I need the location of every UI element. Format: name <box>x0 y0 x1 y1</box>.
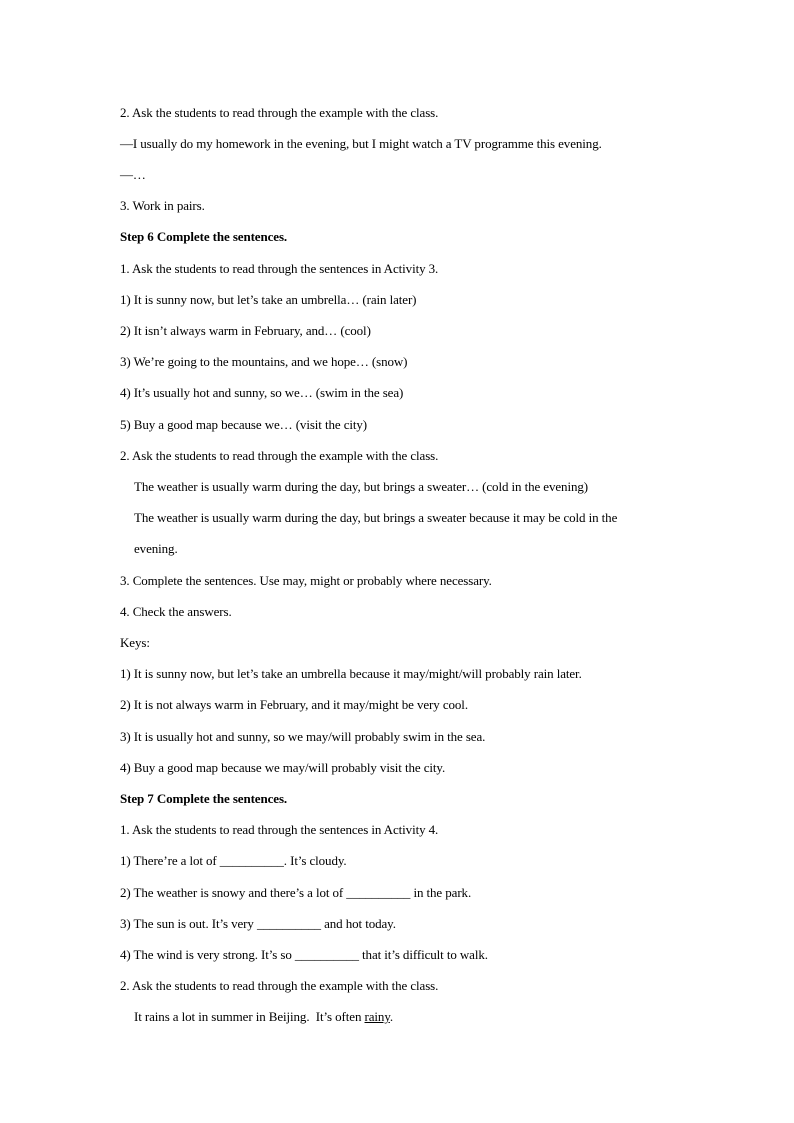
text-line: 1) There’re a lot of __________. It’s cloudy. <box>120 853 347 868</box>
underlined-word: rainy <box>364 1009 390 1024</box>
text-line: 1) It is sunny now, but let’s take an umbrella… (rain later) <box>120 292 417 307</box>
text-line: 1. Ask the students to read through the sentences in Activity 3. <box>120 261 439 276</box>
text-line: 2. Ask the students to read through the example with the class. <box>120 448 439 463</box>
text-line: The weather is usually warm during the day, but brings a sweater… (cold in the evening) <box>134 479 588 494</box>
step-heading: Step 7 Complete the sentences. <box>120 791 288 806</box>
text-line: 4. Check the answers. <box>120 604 232 619</box>
text-line: 5) Buy a good map because we… (visit the city) <box>120 417 368 432</box>
text-line: 4) The wind is very strong. It’s so __________ that it’s difficult to walk. <box>120 947 488 962</box>
text-line: 2) It is not always warm in February, and it may/might be very cool. <box>120 697 468 712</box>
text-line: 2) It isn’t always warm in February, and… (cool) <box>120 323 371 338</box>
text-line: 3) We’re going to the mountains, and we hope… (snow) <box>120 354 408 369</box>
text-line: 3) It is usually hot and sunny, so we may/will probably swim in the sea. <box>120 729 486 744</box>
text-line: evening. <box>134 541 178 556</box>
example-text: It rains a lot in summer in Beijing. It’s often <box>134 1009 365 1024</box>
text-line: —… <box>120 167 146 182</box>
step-heading: Step 6 Complete the sentences. <box>120 229 288 244</box>
text-line: 4) It’s usually hot and sunny, so we… (swim in the sea) <box>120 385 404 400</box>
text-line: The weather is usually warm during the day, but brings a sweater because it may be cold in the <box>134 510 618 525</box>
text-line: 3. Work in pairs. <box>120 198 205 213</box>
text-line: 2. Ask the students to read through the example with the class. <box>120 105 439 120</box>
example-line <box>134 1009 393 1025</box>
text-line: 1) It is sunny now, but let’s take an umbrella because it may/might/will probably rain later. <box>120 666 582 681</box>
text-line: —I usually do my homework in the evening, but I might watch a TV programme this evening. <box>120 136 602 151</box>
text-line: 3. Complete the sentences. Use may, might or probably where necessary. <box>120 573 492 588</box>
text-line: 3) The sun is out. It’s very __________ and hot today. <box>120 916 396 931</box>
text-line: Keys: <box>120 635 150 650</box>
text-line: 4) Buy a good map because we may/will probably visit the city. <box>120 760 446 775</box>
example-punct: . <box>389 1009 394 1024</box>
text-line: 2. Ask the students to read through the example with the class. <box>120 978 439 993</box>
text-line: 2) The weather is snowy and there’s a lot of __________ in the park. <box>120 885 472 900</box>
text-line: 1. Ask the students to read through the sentences in Activity 4. <box>120 822 439 837</box>
